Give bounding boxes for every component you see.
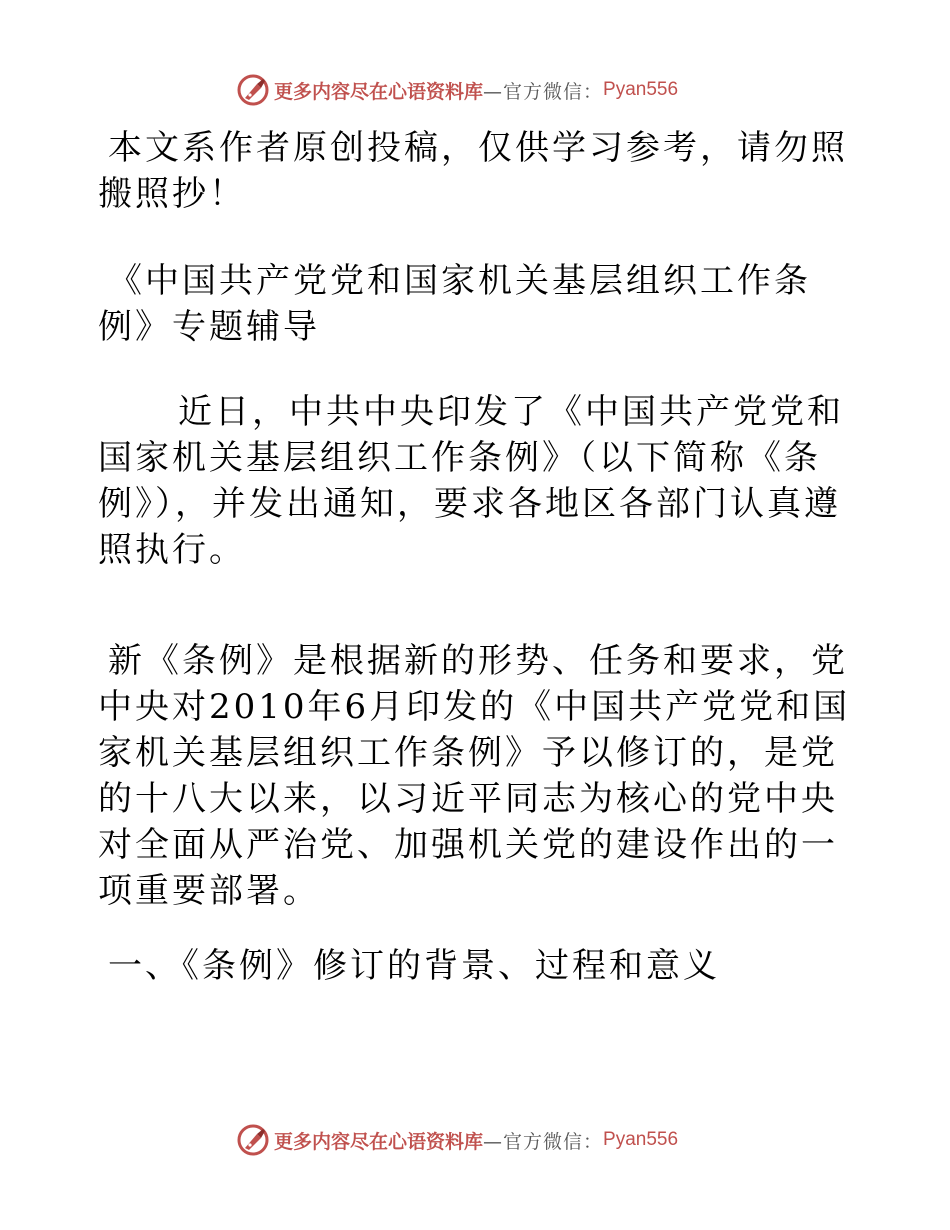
pen-nib-logo-icon: [236, 73, 270, 107]
footer-banner: [236, 1122, 756, 1158]
notice-paragraph: 本文系作者原创投稿，仅供学习参考，请勿照搬照抄！: [98, 128, 848, 214]
intro-paragraph: 近日，中共中央印发了《中国共产党党和国家机关基层组织工作条例》（以下简称《条例》），并发出通知，要求各地区各部门认真遵照执行。: [98, 392, 844, 570]
banner-wechat-id: Pyan556: [603, 1129, 679, 1150]
banner-brand-text: 更多内容尽在心语资料库: [274, 1130, 484, 1153]
body-paragraph: 新《条例》是根据新的形势、任务和要求，党中央对2010年6月印发的《中国共产党党和国家机关基层组织工作条例》予以修订的，是党的十八大以来，以习近平同志为核心的党中央对全面从严治党、加强机关党的建设作出的一项重要部署。: [98, 641, 851, 911]
header-banner: [236, 72, 756, 108]
banner-wechat-id: Pyan556: [603, 79, 679, 100]
pen-nib-logo-icon: [236, 1123, 270, 1157]
banner-separator-text: —官方微信：: [483, 80, 604, 103]
banner-brand-text: 更多内容尽在心语资料库: [274, 80, 484, 103]
document-title: 《中国共产党党和国家机关基层组织工作条例》专题辅导: [98, 261, 811, 347]
section-heading: 一、《条例》修订的背景、过程和意义: [108, 946, 720, 986]
banner-separator-text: —官方微信：: [483, 1130, 604, 1153]
